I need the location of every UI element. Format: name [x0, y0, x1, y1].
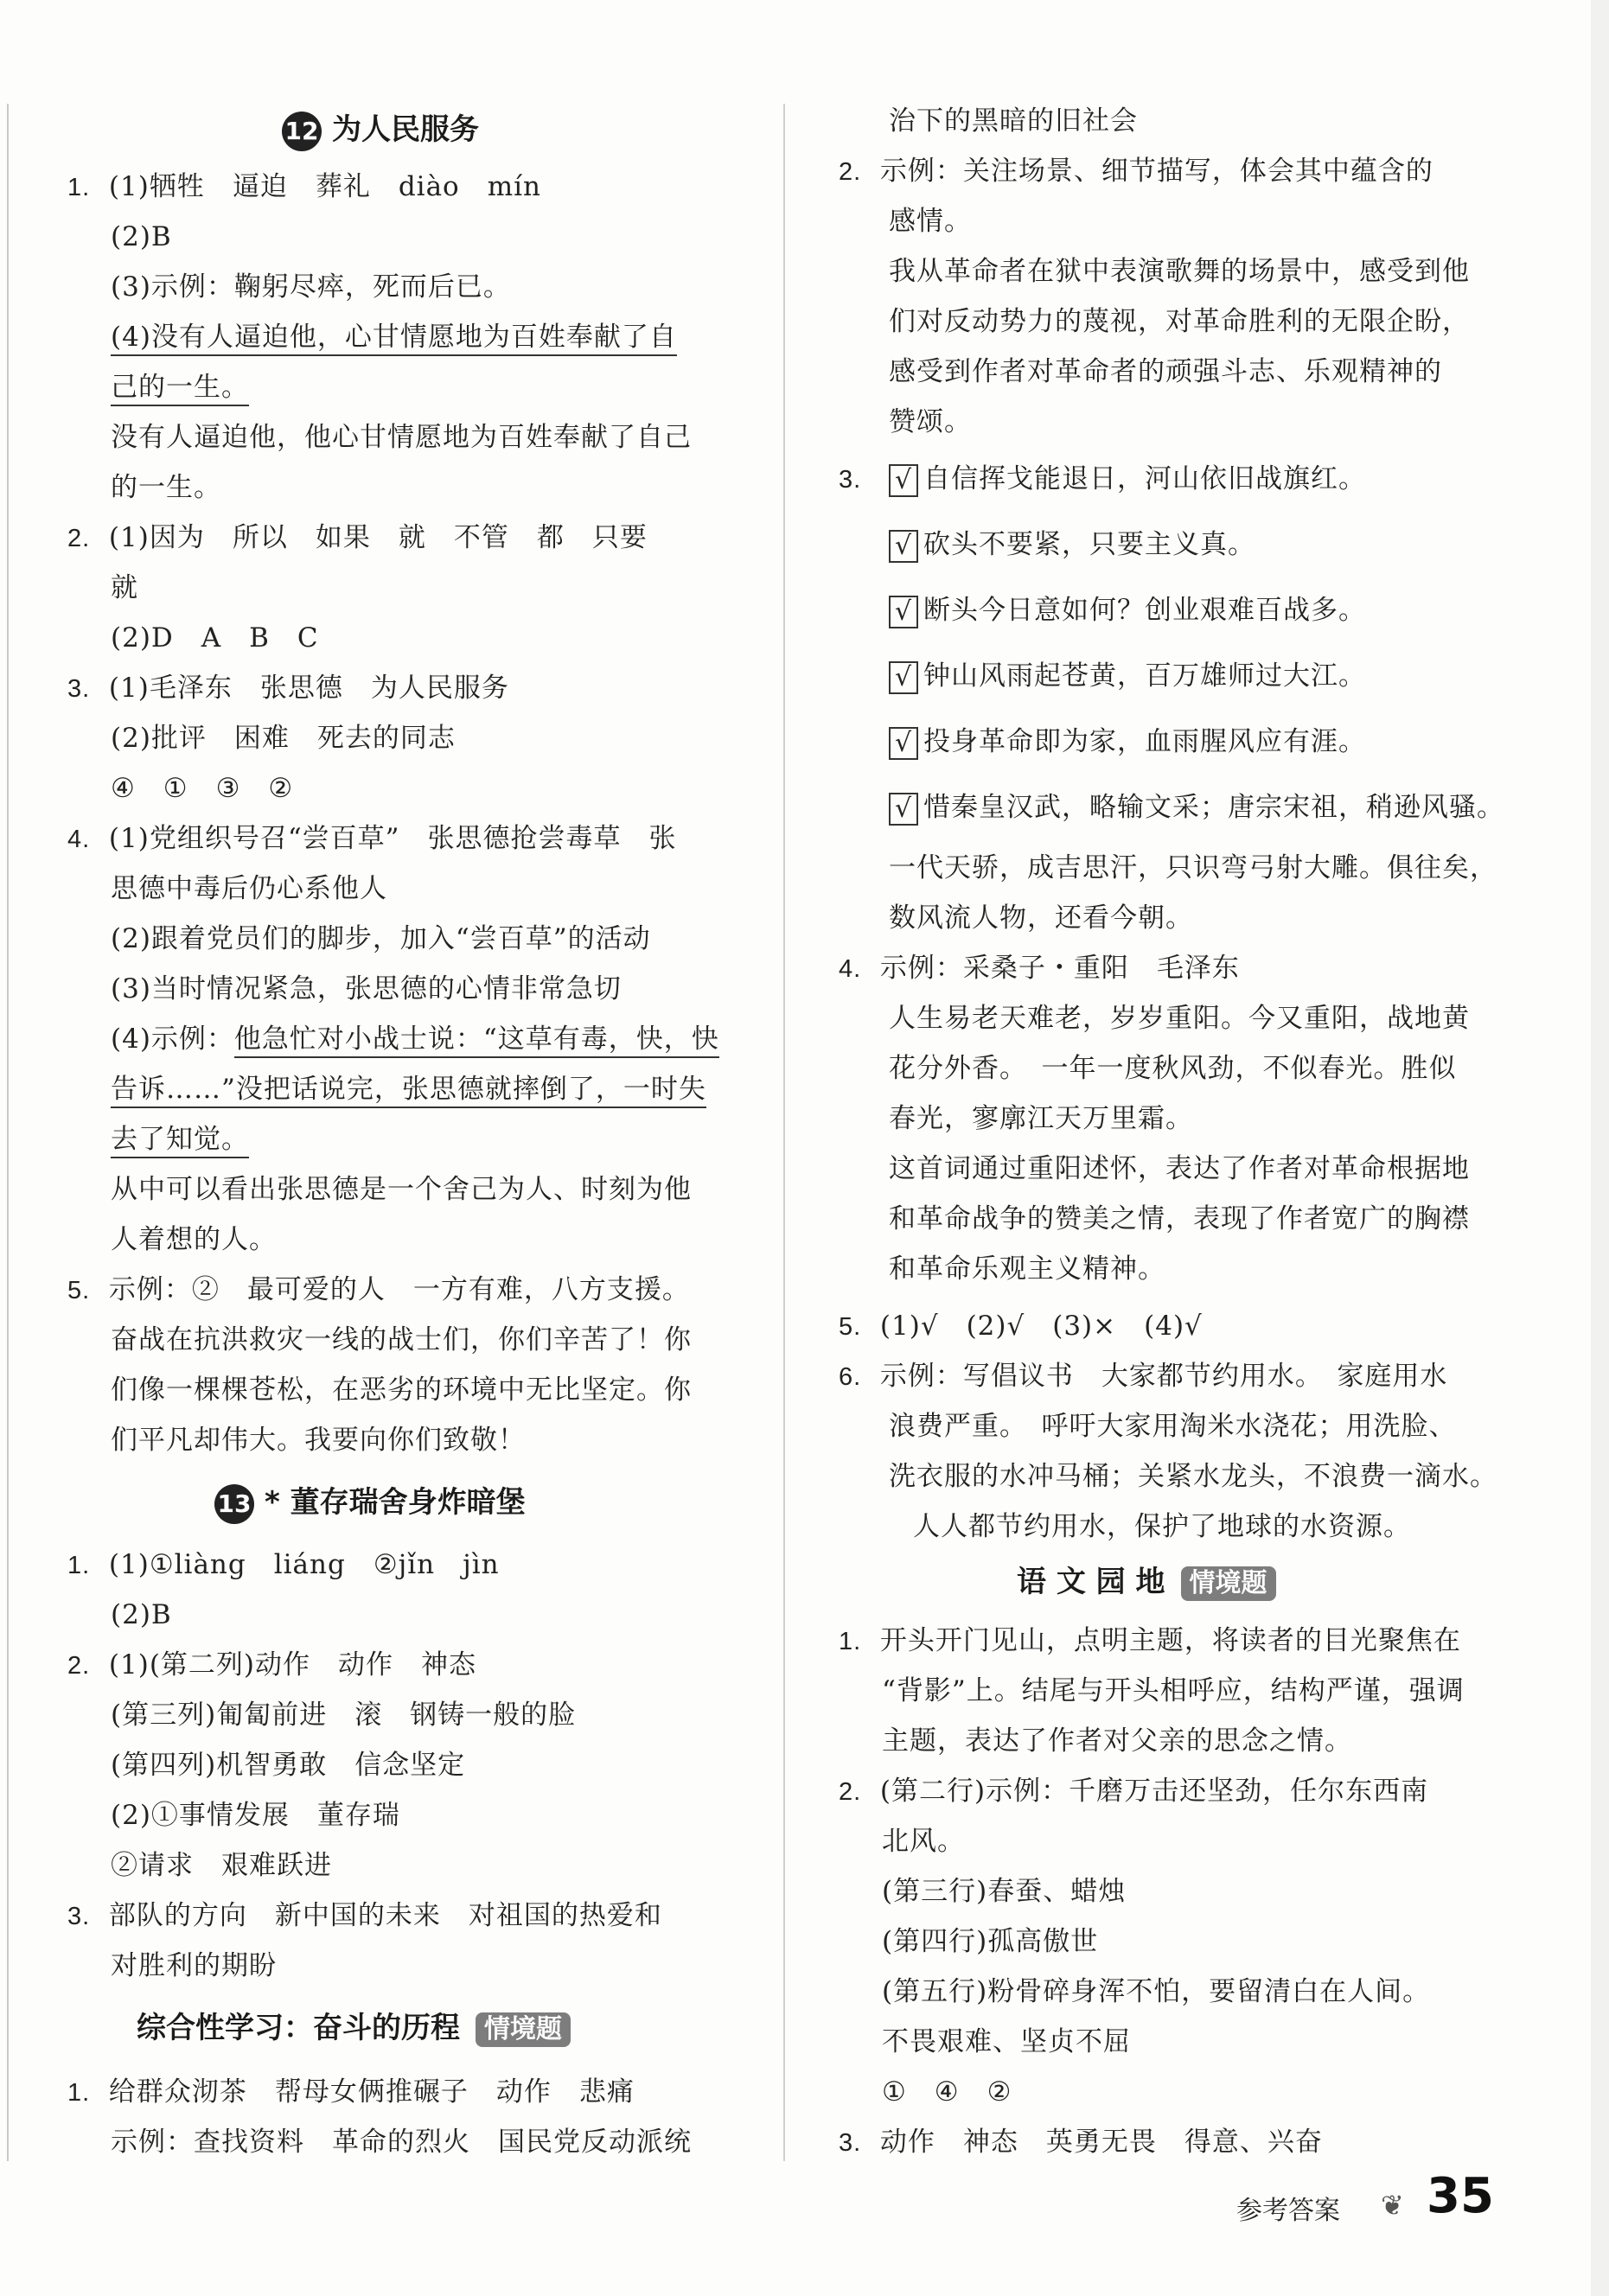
answer-line: 3. 部队的方向 新中国的未来 对祖国的热爱和: [67, 1900, 662, 1931]
answer-line: 这首词通过重阳述怀，表达了作者对革命根据地: [889, 1153, 1470, 1184]
answer-line: 春光，寥廓江天万里霜。: [889, 1103, 1193, 1134]
checkbox-checked-icon: √: [889, 596, 918, 628]
checked-item: √ 投身革命即为家，血雨腥风应有涯。: [889, 724, 1366, 760]
answer-line: 北风。: [882, 1826, 965, 1857]
answer-line: 人着想的人。: [111, 1224, 277, 1255]
answer-line: 1. 给群众沏茶 帮母女俩推碾子 动作 悲痛: [67, 2076, 635, 2108]
answer-line: (第五行)粉骨碎身浑不怕，要留清白在人间。: [882, 1976, 1431, 2007]
checkbox-checked-icon: √: [889, 793, 918, 826]
answer-line: 花分外香。 一年一度秋风劲，不似春光。胜似: [889, 1053, 1457, 1084]
answer-line: 己的一生。: [111, 370, 249, 405]
answer-line: 我从革命者在狱中表演歌舞的场景中，感受到他: [889, 256, 1470, 287]
answer-line: 感情。: [889, 206, 972, 237]
checkbox-checked-icon: √: [889, 727, 918, 760]
checked-item: √ 惜秦皇汉武，略输文采；唐宗宋祖，稍逊风骚。: [889, 790, 1504, 826]
section-title: 为人民服务: [332, 112, 479, 147]
answer-line: ②请求 艰难跃进: [111, 1850, 332, 1881]
checkbox-checked-icon: √: [889, 661, 918, 694]
answer-line: 不畏艰难、坚贞不屈: [882, 2026, 1131, 2057]
answer-line: 3. 动作 神态 英勇无畏 得意、兴奋: [839, 2127, 1323, 2158]
answer-line: 人生易老天难老，岁岁重阳。今又重阳，战地黄: [889, 1003, 1470, 1034]
answer-line: ④ ① ③ ②: [111, 773, 294, 804]
answer-line: 思德中毒后仍心系他人: [111, 873, 387, 904]
answer-line: 2. (1)(第二列)动作 动作 神态: [67, 1649, 477, 1681]
answer-line: 一代天骄，成吉思汗，只识弯弓射大雕。俱往矣，: [889, 852, 1497, 883]
column-divider: [783, 104, 785, 2161]
answer-line: (2)跟着党员们的脚步，加入“尝百草”的活动: [111, 923, 651, 954]
answer-line: 数风流人物，还看今朝。: [889, 902, 1193, 934]
answer-line: 告诉……”没把话说完，张思德就摔倒了，一时失: [111, 1072, 706, 1107]
checkbox-checked-icon: √: [889, 530, 918, 563]
chinese-garden-heading: [1017, 1563, 1276, 1601]
answer-line: 没有人逼迫他，他心甘情愿地为百姓奉献了自己: [111, 422, 692, 453]
answer-line: 4. 示例：采桑子・重阳 毛泽东: [839, 953, 1240, 984]
answer-line: 的一生。: [111, 472, 221, 503]
checkbox-checked-icon: √: [889, 464, 918, 497]
answer-line: 4. (1)党组织号召“尝百草” 张思德抢尝毒草 张: [67, 823, 677, 854]
answer-line: (第三行)春蚕、蜡烛: [882, 1876, 1127, 1907]
page-number: 35: [1427, 2168, 1494, 2224]
answer-line: (4)没有人逼迫他，心甘情愿地为百姓奉献了自: [111, 320, 677, 354]
answer-line: 洗衣服的水冲马桶；关紧水龙头，不浪费一滴水。: [889, 1461, 1497, 1492]
answer-line: 对胜利的期盼: [111, 1950, 277, 1981]
answer-line: 6. 示例：写倡议书 大家都节约用水。 家庭用水: [839, 1361, 1448, 1392]
answer-line: 治下的黑暗的旧社会: [889, 105, 1138, 137]
section-title: 语 文 园 地: [1017, 1565, 1165, 1599]
answer-line: 赞颂。: [889, 406, 972, 437]
answer-line: (2)①事情发展 董存瑞: [111, 1800, 400, 1831]
answer-line: 3. (1)毛泽东 张思德 为人民服务: [67, 673, 509, 704]
lesson-number-badge: 12: [282, 112, 322, 151]
answer-line: 示例：查找资料 革命的烈火 国民党反动派统: [111, 2127, 692, 2158]
answer-line: 2. (第二行)示例：千磨万击还坚劲，任尔东西南: [839, 1776, 1429, 1807]
answer-line: (2)B: [111, 1599, 172, 1630]
answer-line: 们对反动势力的蔑视，对革命胜利的无限企盼，: [889, 306, 1470, 337]
answer-line: 1. 开头开门见山，点明主题，将读者的目光聚焦在: [839, 1625, 1461, 1656]
answer-line: 从中可以看出张思德是一个舍己为人、时刻为他: [111, 1174, 692, 1205]
answer-line: 和革命战争的赞美之情，表现了作者宽广的胸襟: [889, 1203, 1470, 1234]
answer-line: 和革命乐观主义精神。: [889, 1253, 1165, 1285]
section-title: 综合性学习：奋斗的历程: [137, 2011, 460, 2045]
section-12-heading: [282, 111, 479, 151]
checked-item: √ 断头今日意如何？创业艰难百战多。: [889, 593, 1366, 628]
answer-line: 们像一棵棵苍松，在恶劣的环境中无比坚定。你: [111, 1374, 692, 1406]
answer-line: 1. (1)牺牲 逼迫 葬礼 diào mín: [67, 171, 541, 202]
scenario-tag: 情境题: [1181, 1566, 1276, 1601]
answer-line: “背影”上。结尾与开头相呼应，结构严谨，强调: [882, 1675, 1465, 1706]
answer-line: (2)批评 困难 死去的同志: [111, 723, 456, 754]
left-edge-line: [7, 104, 9, 2161]
answer-line: 去了知觉。: [111, 1122, 249, 1157]
answer-line: 们平凡却伟大。我要向你们致敬！: [111, 1425, 526, 1456]
scenario-tag: 情境题: [476, 2012, 571, 2047]
section-title: * 董存瑞舍身炸暗堡: [265, 1485, 526, 1520]
answer-line: ① ④ ②: [882, 2076, 1012, 2108]
answer-line: 就: [111, 572, 138, 603]
lesson-number-badge: 13: [214, 1484, 254, 1524]
checked-item: √ 砍头不要紧，只要主义真。: [889, 527, 1255, 563]
answer-line: 浪费严重。 呼吁大家用淘米水浇花；用洗脸、: [889, 1411, 1457, 1442]
comprehensive-study-heading: [137, 2009, 571, 2047]
answer-line: (2)D A B C: [111, 622, 319, 654]
answer-line: (4)示例：他急忙对小战士说：“这草有毒，快，快: [111, 1022, 719, 1056]
answer-line: 感受到作者对革命者的顽强斗志、乐观精神的: [889, 356, 1442, 387]
answer-number: 3.: [839, 466, 862, 494]
footer-label: 参考答案: [1236, 2196, 1340, 2226]
answer-line: 奋战在抗洪救灾一线的战士们，你们辛苦了！你: [111, 1324, 692, 1355]
checked-item: √ 自信挥戈能退日，河山依旧战旗红。: [889, 462, 1366, 497]
answer-line: 主题，表达了作者对父亲的思念之情。: [882, 1725, 1352, 1757]
answer-line: (3)当时情况紧急，张思德的心情非常急切: [111, 973, 622, 1004]
answer-line: (3)示例：鞠躬尽瘁，死而后已。: [111, 271, 511, 303]
sprout-icon: ❦: [1381, 2189, 1404, 2222]
answer-line: (第四行)孤高傲世: [882, 1926, 1099, 1957]
answer-line: 5. (1)√ (2)√ (3)× (4)√: [839, 1311, 1203, 1342]
answer-line: (第三列)匍匐前进 滚 钢铸一般的脸: [111, 1700, 577, 1731]
answer-line: (2)B: [111, 221, 172, 252]
answer-line: (第四列)机智勇敢 信念坚定: [111, 1750, 466, 1781]
checked-item: √ 钟山风雨起苍黄，百万雄师过大江。: [889, 659, 1366, 694]
answer-line: 1. (1)①liàng liáng ②jǐn jìn: [67, 1549, 500, 1580]
answer-line: 5. 示例：② 最可爱的人 一方有难，八方支援。: [67, 1274, 690, 1305]
answer-line: 2. (1)因为 所以 如果 就 不管 都 只要: [67, 522, 648, 553]
answer-line: 人人都节约用水，保护了地球的水资源。: [913, 1511, 1411, 1542]
answer-line: 2. 示例：关注场景、细节描写，体会其中蕴含的: [839, 156, 1433, 187]
section-13-heading: [214, 1483, 526, 1524]
